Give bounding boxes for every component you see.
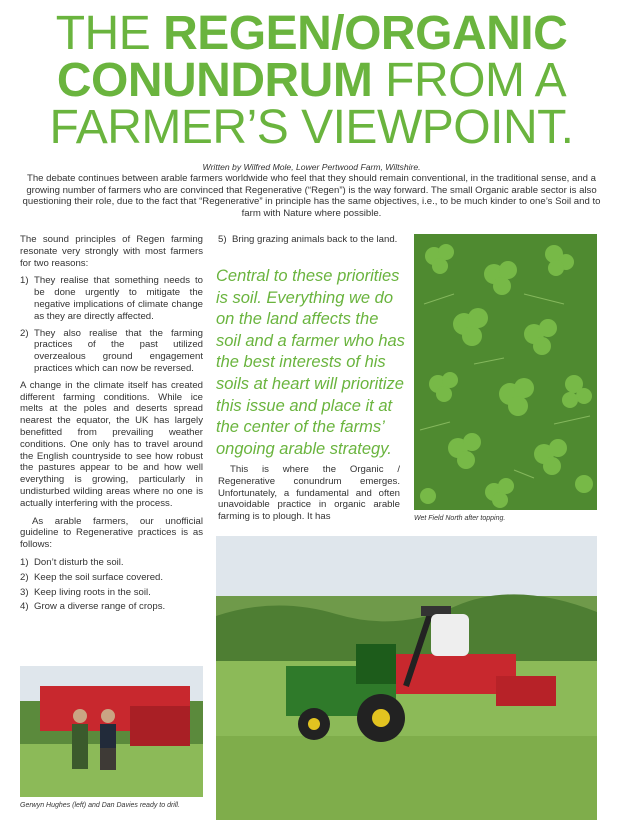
list-text: They realise that something needs to be done urgently to mitigate the negative implications of climate change as they are directly affected. [34,275,203,322]
headline-line-3: FARMER’S VIEWPOINT. [49,101,574,154]
list-item [20,275,203,322]
list-item [20,601,203,613]
list-number: 2) [20,327,29,339]
list-text: Grow a diverse range of crops. [34,601,166,613]
column-2 [218,234,400,251]
clover-illustration [414,234,597,510]
list-number: 1) [20,275,29,287]
col1-paragraph-2: A change in the climate itself has created different farming conditions. While ice melts at the poles and deserts spread nearest the equator, the UK has largely benefitted from prevailing weather conditions. One only has to travel around the English countryside to see how robust the pastures appear to be and how well everything is growing, particularly in undisturbed wilding areas where no one is actually interfering with the process. [20,379,203,509]
list-text: Keep the soil surface covered. [34,571,164,583]
headline [0,7,623,154]
headline-line-1 [0,7,623,60]
list-number: 2) [20,571,29,583]
people-illustration [20,666,203,797]
list-item [20,572,203,584]
clover-field-photo [414,234,597,510]
byline: Written by Wilfred Mole, Lower Pertwood Farm, Wiltshire. [202,162,421,172]
practices-list [20,557,203,613]
headline-word-from-a: FROM A [372,54,567,107]
intro-paragraph: The debate continues between arable farmers worldwide who feel that they should remain conventional, in the traditional sense, and a growing number of farmers who are convinced that Regenerative (“Regen”) is the way forward. The small Organic arable sector is also questioning their role, due to the fact that “Regenerative” in principle has the same objectives, i.e., to be much kinder to one’s Soil and to farm with Nature where possible. [22,173,601,219]
col1-paragraph-3: As arable farmers, our unofficial guideline to Regenerative practices is as follows: [20,515,203,551]
list-number: 1) [20,556,29,568]
list-item [20,557,203,569]
list-text: They also realise that the farming practices of the past utilized overzealous ground engagement practices which can now be reversed. [34,327,203,374]
list-text: Keep living roots in the soil. [34,586,151,598]
tractor-drill-photo [216,536,597,820]
headline-word-regen-organic: REGEN/ORGANIC [163,7,568,60]
col2-paragraph-1: This is where the Organic / Regenerative conundrum emerges. Unfortunately, a fundamental and often unavoidable practice in organic arable farming is to plough. It has [218,464,400,523]
list-number: 3) [20,586,29,598]
practices-list-continued [218,234,400,246]
list-number: 4) [20,601,29,613]
pull-quote: Central to these priorities is soil. Everything we do on the land affects the soil and a farmer who has the best interests of his soils at heart will prioritize this issue and place it at the center of the farms’ ongoing arable strategy. [216,267,405,458]
list-item [20,587,203,599]
list-number: 5) [218,234,227,245]
reasons-list [20,275,203,374]
col1-paragraph-1: The sound principles of Regen farming resonate very strongly with most farmers for two reasons: [20,234,203,269]
clover-photo-caption: Wet Field North after topping. [414,515,506,522]
people-photo-caption: Gerwyn Hughes (left) and Dan Davies ready to drill. [20,802,180,809]
column-2-body [218,464,400,523]
headline-word-the: THE [55,7,164,60]
list-item [20,328,203,375]
column-1 [20,234,203,618]
people-drill-photo [20,666,203,797]
tractor-illustration [216,536,597,820]
headline-line-2 [0,54,623,107]
list-text: Bring grazing animals back to the land. [232,234,398,245]
list-text: Don’t disturb the soil. [34,556,124,568]
headline-word-conundrum: CONUNDRUM [56,54,373,107]
list-item [218,234,400,246]
